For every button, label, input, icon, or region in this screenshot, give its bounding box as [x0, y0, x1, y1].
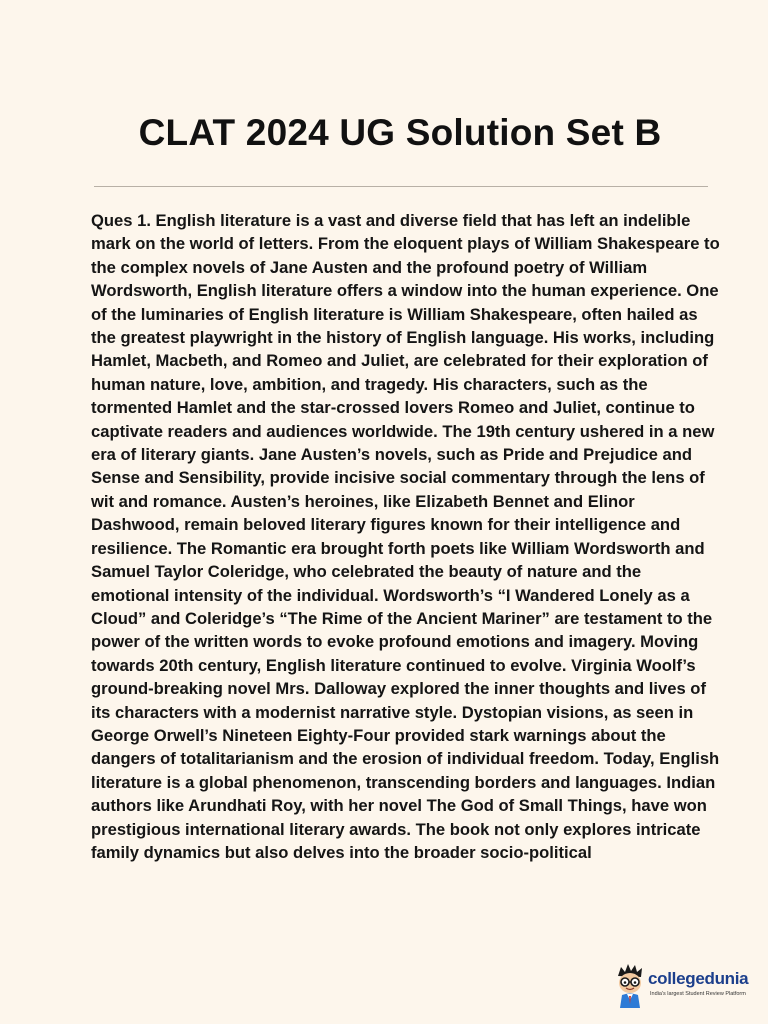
page-title: CLAT 2024 UG Solution Set B — [138, 112, 662, 153]
logo-tagline: India's largest Student Review Platform — [650, 991, 746, 997]
collegedunia-mascot-icon — [612, 962, 648, 1008]
logo-wordmark: collegedunia — [648, 969, 749, 988]
title-divider — [94, 186, 708, 187]
collegedunia-logo — [612, 962, 762, 1010]
question-passage: Ques 1. English literature is a vast and diverse field that has left an indelible mark on the world of letters. From the eloquent plays of William Shakespeare to the complex novels of Jane Austen and the profound poetry of William Wordsworth, English literature offers a window into the human experience. One of the luminaries of English literature is William Shakespeare, often hailed as the greatest playwright in the history of English language. His works, including Hamlet, Macbeth, and Romeo and Juliet, are celebrated for their exploration of human nature, love, ambition, and tragedy. His characters, such as the tormented Hamlet and the star-crossed lovers Romeo and Juliet, continue to captivate readers and audiences worldwide. The 19th century ushered in a new era of literary giants. Jane Austen’s novels, such as Pride and Prejudice and Sense and Sensibility, provide incisive social commentary through the lens of wit and romance. Austen’s heroines, like Elizabeth Bennet and Elinor Dashwood, remain beloved literary figures known for their intelligence and resilience. The Romantic era brought forth poets like William Wordsworth and Samuel Taylor Coleridge, who celebrated the beauty of nature and the emotional intensity of the individual. Wordsworth’s “I Wandered Lonely as a Cloud” and Coleridge’s “The Rime of the Ancient Mariner” are testament to the power of the written words to evoke profound emotions and imagery. Moving towards 20th century, English literature continued to evolve. Virginia Woolf’s ground-breaking novel Mrs. Dalloway explored the inner thoughts and lives of its characters with a modernist narrative style. Dystopian visions, as seen in George Orwell’s Nineteen Eighty-Four provided stark warnings about the dangers of totalitarianism and the erosion of individual freedom. Today, English literature is a global phenomenon, transcending borders and languages. Indian authors like Arundhati Roy, with her novel The God of Small Things, have won prestigious international literary awards. The book not only explores intricate family dynamics but also delves into the broader socio-political — [91, 211, 720, 862]
